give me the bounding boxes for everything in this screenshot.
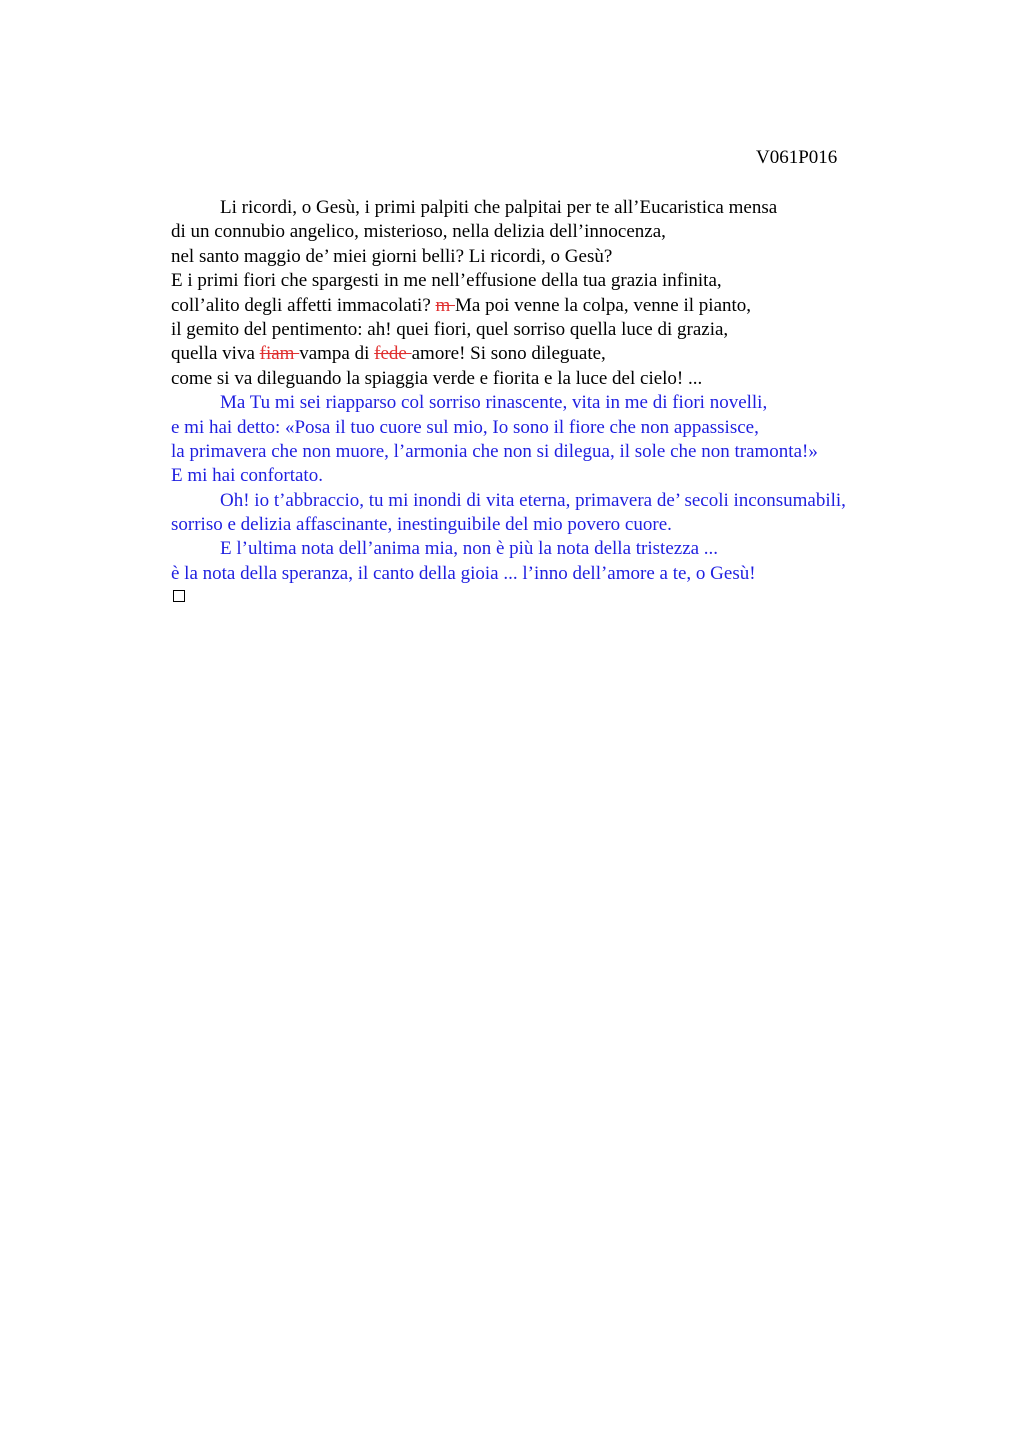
- text-line-12: E mi hai confortato.: [171, 465, 323, 487]
- text-line-9: Ma Tu mi sei riapparso col sorriso rinascente, vita in me di fiori novelli,: [220, 392, 768, 414]
- text-line-10: e mi hai detto: «Posa il tuo cuore sul mio, Io sono il fiore che non appassisce,: [171, 416, 759, 438]
- text-line-13: Oh! io t’abbraccio, tu mi inondi di vita eterna, primavera de’ secoli inconsumabili,: [220, 489, 846, 511]
- text-line-7: [171, 342, 931, 366]
- deleted-text: fede: [374, 343, 412, 365]
- text-line-6: il gemito del pentimento: ah! quei fiori, quel sorriso quella luce di grazia,: [171, 318, 729, 340]
- page-id: V061P016: [756, 147, 838, 168]
- document-body: [171, 196, 931, 602]
- text-line-11: la primavera che non muore, l’armonia che non si dilegua, il sole che non tramonta!»: [171, 440, 818, 462]
- text-line-2: di un connubio angelico, misterioso, nella delizia dell’innocenza,: [171, 221, 666, 243]
- text-line-3: nel santo maggio de’ miei giorni belli? Li ricordi, o Gesù?: [171, 245, 613, 267]
- text-segment: amore! Si sono dileguate,: [411, 343, 606, 365]
- deleted-text: m: [435, 294, 456, 316]
- text-line-14: sorriso e delizia affascinante, inestinguibile del mio povero cuore.: [171, 514, 672, 536]
- text-line-16: è la nota della speranza, il canto della gioia ... l’inno dell’amore a te, o Gesù!: [171, 562, 756, 584]
- text-line-15: E l’ultima nota dell’anima mia, non è più la nota della tristezza ...: [220, 538, 719, 560]
- text-segment: Ma poi venne la colpa, venne il pianto,: [455, 294, 752, 316]
- text-segment: coll’alito degli affetti immacolati?: [171, 294, 436, 316]
- text-line-8: come si va dileguando la spiaggia verde e fiorita e la luce del cielo! ...: [171, 367, 703, 389]
- end-mark-box: [173, 590, 185, 602]
- deleted-text: fiam: [259, 343, 300, 365]
- text-segment: vampa di: [299, 343, 375, 365]
- text-line-4: E i primi fiori che spargesti in me nell’effusione della tua grazia infinita,: [171, 270, 722, 292]
- text-line-1: Li ricordi, o Gesù, i primi palpiti che palpitai per te all’Eucaristica mensa: [220, 197, 778, 218]
- text-line-5: [171, 294, 931, 318]
- text-segment: quella viva: [171, 343, 260, 365]
